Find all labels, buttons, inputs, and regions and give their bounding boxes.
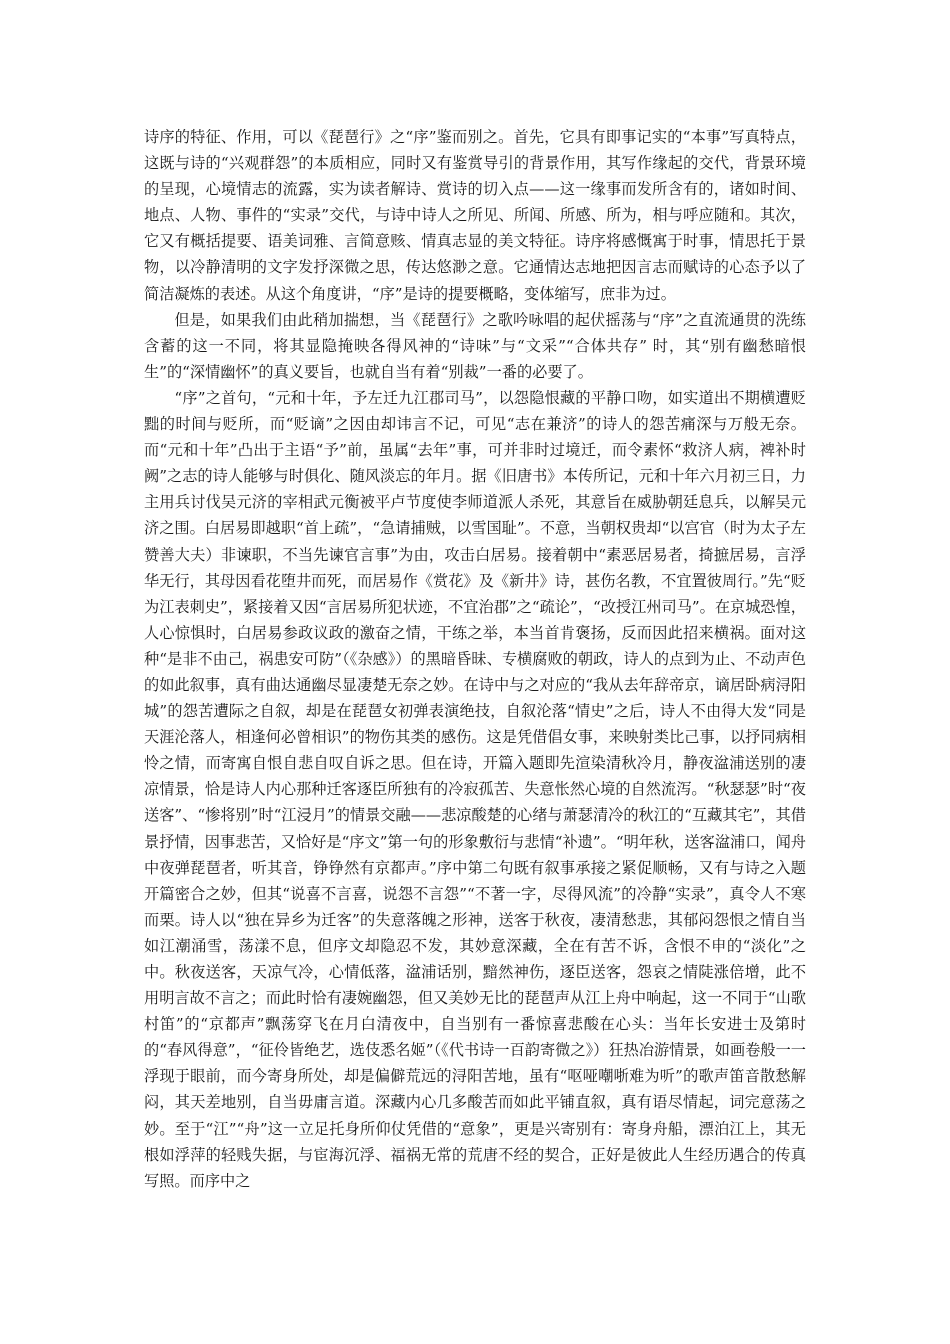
body-text <box>144 124 806 1194</box>
paragraph-3: “序”之首句，“元和十年，予左迁九江郡司马”，以怨隐恨藏的平静口吻，如实道出不期横遭贬黜的时间与贬所，而“贬谪”之因由却讳言不记，可见“志在兼济”的诗人的怨苦痛深与万般无奈。而“元和十年”凸出于主语“予”前，虽属“去年”事，可并非时过境迁，而令素怀“救济人病，裨补时阙”之志的诗人能够与时俱化、随风淡忘的年月。据《旧唐书》本传所记，元和十年六月初三日，力主用兵讨伐吴元济的宰相武元衡被平卢节度使李师道派人杀死，其意旨在威胁朝廷息兵，以解吴元济之围。白居易即越职“首上疏”，“急请捕贼，以雪国耻”。不意，当朝权贵却“以宫官（时为太子左赞善大夫）非谏职，不当先谏官言事”为由，攻击白居易。接着朝中“素恶居易者，掎摭居易，言浮华无行，其母因看花堕井而死，而居易作《赏花》及《新井》诗，甚伤名教，不宜置彼周行。”先“贬为江表刺史”，紧接着又因“言居易所犯状迹，不宜治郡”之“疏论”，“改授江州司马”。在京城恐惶，人心惊惧时，白居易参政议政的激奋之情，干练之举，本当首肯褒扬，反而因此招来横祸。面对这种“是非不由己，祸患安可防”（《杂感》）的黑暗昏昧、专横腐败的朝政，诗人的点到为止、不动声色的如此叙事，真有曲达通幽尽显凄楚无奈之妙。在诗中与之对应的“我从去年辞帝京，谪居卧病浔阳城”的怨苦遭际之自叙，却是在琵琶女初弹表演绝技，自叙沦落“情史”之后，诗人不由得大发“同是天涯沦落人，相逢何必曾相识”的物伤其类的感伤。这是凭借倡女事，来映射类比己事，以抒同病相怜之情，而寄寓自恨自悲自叹自诉之思。但在诗，开篇入题即先渲染清秋冷月，静夜湓浦送别的凄凉情景，恰是诗人内心那种迁客逐臣所独有的冷寂孤苦、失意怅然心境的自然流泻。“秋瑟瑟”时“夜送客”、“惨将别”时“江浸月”的情景交融——悲凉酸楚的心绪与萧瑟清冷的秋江的“互藏其宅”，其借景抒情，因事悲苦，又恰好是“序文”第一句的形象敷衍与悲情“补遗”。“明年秋，送客湓浦口，闻舟中夜弹琵琶者，听其音，铮铮然有京都声。”序中第二句既有叙事承接之紧促顺畅，又有与诗之入题开篇密合之妙，但其“说喜不言喜，说怨不言怨”“不著一字，尽得风流”的冷静“实录”，真令人不寒而栗。诗人以“独在异乡为迁客”的失意落魄之形神，送客于秋夜，凄清愁悲，其郁闷怨恨之情自当如江潮涌雪，荡漾不息，但序文却隐忍不发，其妙意深藏，全在有苦不诉，含恨不申的“淡化”之中。秋夜送客，天凉气冷，心情低落，湓浦话别，黯然神伤，逐臣送客，怨哀之情陡涨倍增，此不用明言故不言之；而此时恰有凄婉幽怨，但又美妙无比的琵琶声从江上舟中响起，这一不同于“山歌村笛”的“京都声”飘荡穿飞在月白清夜中，自当别有一番惊喜悲酸在心头：当年长安进士及第时的“春风得意”，“征伶皆绝艺，选伎悉名姬”（《代书诗一百韵寄微之》）狂热冶游情景，如画卷般一一浮现于眼前，而今寄身所处，却是偏僻荒远的浔阳苦地，虽有“呕哑嘲哳难为听”的歌声笛音散愁解闷，其天差地别，自当毋庸言道。深藏内心几多酸苦而如此平铺直叙，真有语尽情起，词完意荡之妙。至于“江”“舟”这一立足托身所仰仗凭借的“意象”，更是兴寄别有：寄身舟船，漂泊江上，其无根如浮萍的轻贱失据，与宦海沉浮、福祸无常的荒唐不经的契合，正好是彼此人生经历遇合的传真写照。而序中之 <box>144 388 806 1190</box>
paragraph-2: 但是，如果我们由此稍加揣想，当《琵琶行》之歌吟咏唱的起伏摇荡与“序”之直流通贯的洗练含蓄的这一不同，将其显隐掩映各得风神的“诗味”与“文采”“合体共存” 时，其“别有幽愁暗恨生”的“深情幽怀”的真义要旨，也就自当有着“别裁”一番的必要了。 <box>144 310 806 381</box>
paragraph-1: 诗序的特征、作用，可以《琵琶行》之“序”鉴而别之。首先，它具有即事记实的“本事”写真特点，这既与诗的“兴观群怨”的本质相应，同时又有鉴赏导引的背景作用，其写作缘起的交代，背景环境的呈现，心境情志的流露，实为读者解诗、赏诗的切入点——这一缘事而发所含有的，诸如时间、地点、人物、事件的“实录”交代，与诗中诗人之所见、所闻、所感、所为，相与呼应随和。其次，它又有概括提要、语美词雅、言简意赅、情真志显的美文特征。诗序将感慨寓于时事，情思托于景物，以冷静清明的文字发抒深微之思，传达悠渺之意。它通情达志地把因言志而赋诗的心态予以了简洁凝炼的表述。从这个角度讲，“序”是诗的提要概略，变体缩写，庶非为过。 <box>144 128 806 303</box>
